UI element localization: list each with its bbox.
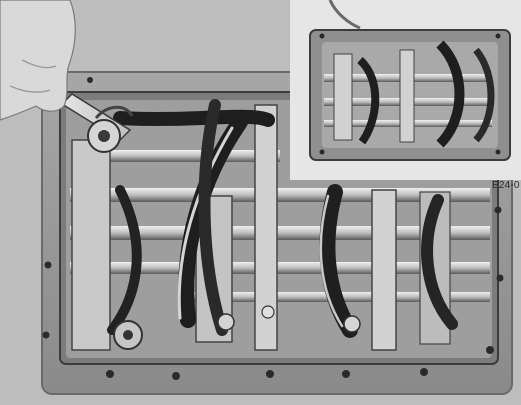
figure-label: E24-0	[492, 180, 520, 191]
hand	[0, 0, 75, 120]
inset-photo	[290, 0, 521, 180]
